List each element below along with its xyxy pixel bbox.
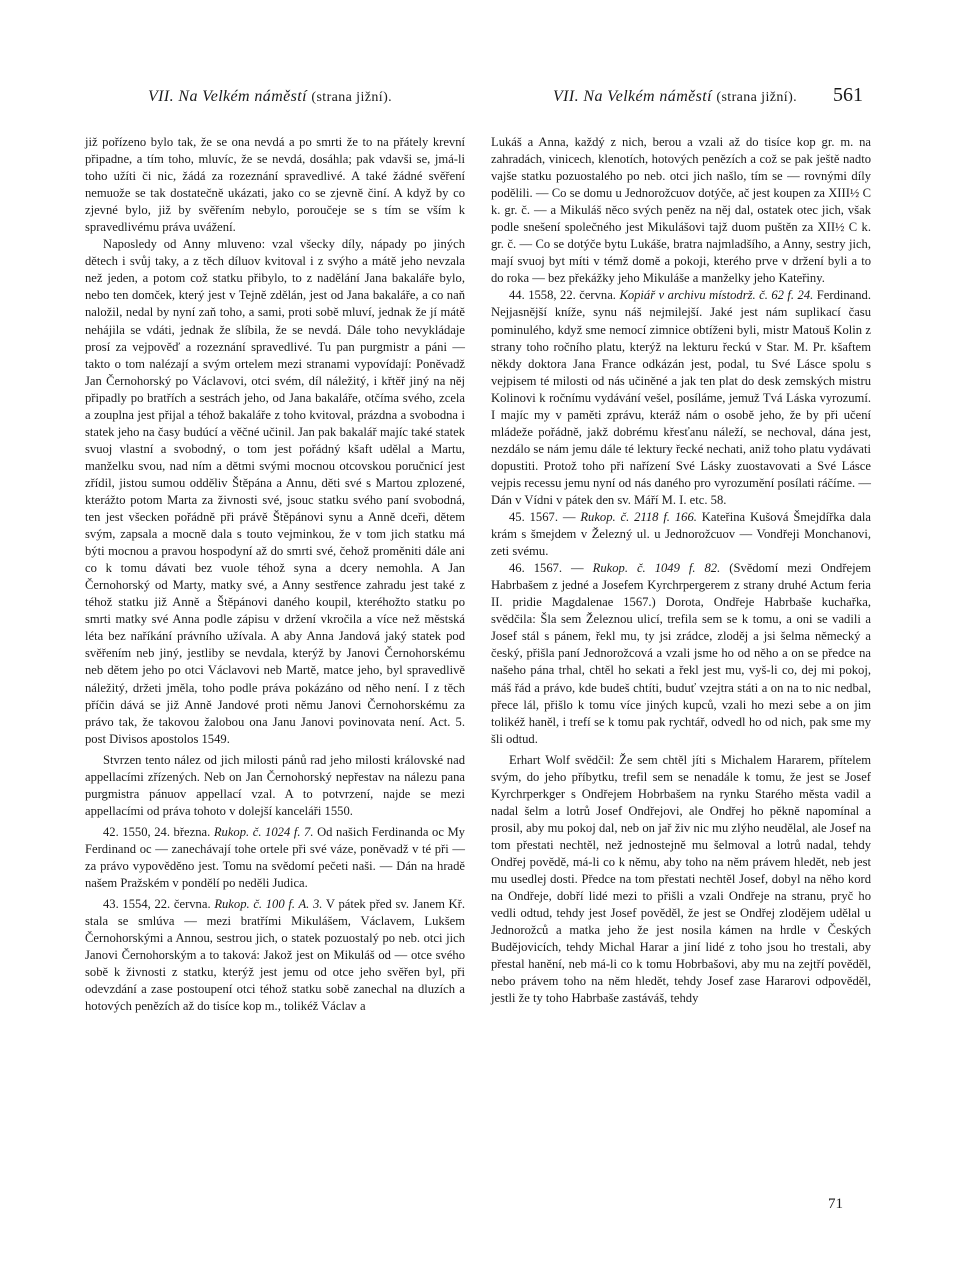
entry-number-date: 46. 1567. — — [509, 561, 584, 576]
entry-text: Kateřina Kušová Šmejdířka dala krám s šmejdem v Železný ul. u Jednorožcuov — Vondřeji Monchanovi, zeti svému. — [491, 510, 872, 559]
header-right-suffix: (strana jižní). — [716, 90, 798, 105]
entry-number-date: 43. 1554, 22. června. — [103, 897, 211, 912]
running-header-right — [553, 88, 797, 106]
header-left-title: VII. Na Velkém náměstí — [148, 88, 307, 105]
document-entry — [491, 560, 871, 748]
entry-text: Ferdinand. Nejjasnější kníže, synu náš nejmilejší. Jaké jest nám suplikací času pominulého, když sme nemocí zimnice obtíženi byli, mistr Matouš Kolin z strany toho ročního platu, kterýž na lekturu řeckú v Star. M. Pr. kšaftem někdy doktora Jana France odkázán jest, podal, tu Své Lásce spolu s vejpisem té milosti od nás učiněné a jak ten plat do desk zemských mistru Kolinovi k ročnímu vydávání vešel, posíláme, jemuž Tvá Láska vyrozumí. I majíc my v paměti zprávu, kteráž nám o osobě jeho, že by při učení mládeže pořádně, jakž dobrému křesťanu náleží, se nechoval, dána jest, nezdálo se nám jemu dále té lektury řecké nechati, aniž toho platu vydávati dopustiti. Protož toho při nařízení Své Lásky zuostavovati a Své Lásce vejpis recessu jemu nyní od nás daného pro vyrozumění posílati ráčíme. — Dán v Vídni v pátek den sv. Máří M. I. etc. 58. — [491, 288, 871, 507]
document-entry — [85, 824, 465, 892]
document-entry — [491, 509, 871, 560]
paragraph: Lukáš a Anna, každý z nich, berou a vzali až do tisíce kop gr. m. na zahradách, vinicech, klenotích, hotových penězích a což se pak ještě nadto vajše statku pozuostalého po neb. otci jich našlo, tím se — rovnými díly podělili. — Co se domu u Jednorožcuov dotýče, ač jest koupen za XIII½ C k. gr. č. — a Mikuláš něco svých peněz na něj dal, ostatek otec jich, však podle snešení společného jest Mikulášovi tajž duom puštěn za XII½ C k. gr. č. — Co se dotýče bytu Lukáše, bratra najmladšího, a Anny, sestry jich, mají svuoj byt míti v témž domě a pokoji, kterého prve v držení byli a to do roka — bez překážky jeho Mikuláše a manželky jeho Kateřiny. — [491, 135, 871, 286]
printer-signature: 71 — [828, 1196, 843, 1212]
paragraph: Naposledy od Anny mluveno: vzal všecky díly, nápady po jiných dětech i svůj taky, a z těch díluov kvitoval i z svýho a mátě jeho nevzala než jeden, a potom což statku přibylo, to z nadělání Jana bakaláře bylo, nebo ten domček, který jest v Tejně zdělán, jest od Jana bakaláře, a co naň naložil, nedal by nyní zaň toho, a sami, proti sobě mluví, jednak že jí mátě nehájila se vdáti, jednak že slíbila, že se nevdá. Dále toho nevykládaje prosí za vejpověď a rozeznání spravedlivé. Tu pan purgmistr a páni — takto o tom nalézají a svým ortelem mezi stranami vypovídají: Poněvadž Jan Černohorský po Václavovi, otci svém, díl náležitý, i křtěř jiný na něj připadly po bratřích a sestrách jeho, od Jana bakaláře, otčíma svého, zcela a zouplna jest přijal a téhož bakaláře z toho kvitoval, prázdna a svobodna i statek jeho na časy budúcí a věčné učinil. Jan pak bakalář majíc také statek svuoj vlastní a svobodný, o tom jest pořádný kšaft udělal a Martu, manželku svou, nad ním a dětmi svými mocnou otcovskou poručnicí jest zřídil, jistou sumou odděliv Štěpána a Annu, děti své s Martou zplozené, kterážto potom Marta za živnosti své, jsouc statku svého paní svobodná, ten jest všecken pořádně při právě Štěpánovi synu a Anně dceři, dětem svým, zapsala a mocně dala s touto vejminkou, že v tom jich statku má býti mocnou a pravou hospodyní až do smrti své, čehož proměniti dále ani co k tomu dávati bez vuole téhož syna a dcery nemohla. A Jan Černohorský od Marty, matky své, a Anny sestřence zahradu jest také z téhož statku již Anně a Štěpánovi daného koupil, kteréhožto statku po smrti matky své Anna podle zápisu v držení vkročila a více než městská léta bez naříkání právního užívala. A aby Anna Jandová jaký statek pod svěřením neb jiný, jestliby se nevdala, kterýž by Janovi Černohorskému neb dětem jeho po otci Václavovi neb Martě, matce jeho, byl spravedlivě náležitý, držeti jměla, toho podle práva pokázáno od něho není. I z těch příčin dává se již Anně Jandové proti němu Janovi Černohorskému za právo tak, že takovou žalobou ona Janu Janovi povinovata není. Act. 5. post Divisos apostolos 1549. — [85, 237, 465, 746]
entry-source: Rukop. č. 1024 f. 7. — [213, 824, 314, 839]
header-right-title: VII. Na Velkém náměstí — [553, 88, 712, 105]
entry-number-date: 42. 1550, 24. března. — [103, 824, 211, 839]
entry-number-date: 44. 1558, 22. června. — [509, 288, 616, 303]
paragraph: Erhart Wolf svědčil: Že sem chtěl jíti s Michalem Hararem, přítelem svým, do jeho příbytku, trefil sem se nenadále k tomu, že jest se Josef Kyrchrperkger s Ondřejem Hobrbašem na rynku Starého města vadil a nadal šelm a lotrů Josef Ondřejovi, ale Ondřej ho pěkně napomínal a prosil, aby mu pokoj dal, neb on jař živ nic mu zlýho neudělal, ale Josef na tom přestati nechtěl, než jednostejně mu šelmoval a lotrů nadal, tehdy Ondřej povědě, má-li co k němu, aby toho na něm právem hledět, neb jest mu usedlej dosti. Předce na tom přestati nechtěl Josef, dobyl na něho kord na Ondřeje, dobří lidé mezi to přišli a vzali Ondřeje na stranu, pryč ho vedli odtud, tehdy jest Josef pověděl, že jest se Ondřej zlodějem udělal u Jednorožců a matka jeho že jest nosila kámen na hrdle v Českých Budějovicích, tehdy Michal Harar a jiní lidé z toho jsou ho trestali, aby přestal hanění, neb má-li co k tomu Hobrbašovi, aby mu na zejtří pověděl, nebo právem toho na něm hledět, tehdy Josef zase Hararovi odpověděl, jestli že ty toho Habrbaše zastáváš, tehdy — [491, 752, 871, 1006]
entry-source: Kopiář v archivu místodrž. č. 62 f. 24. — [619, 288, 814, 303]
paragraph: již pořízeno bylo tak, že se ona nevdá a po smrti že to na přátely krevní připadne, a tím toho, mluvíc, že se nevdá, dosáhla; pak vdavši se, jmá-li toho užíti či nic, žádá za rozeznání spravedlivé. A také žádné svěření nemuože se tak dostatečně ukázati, jako co se zjevně činí. A když by co zjevné bylo, již by svěřením nebylo, poroučeje se s tím se vším k spravedlivému práva uvážení. — [85, 135, 465, 235]
running-header-left — [148, 88, 392, 106]
header-left-suffix: (strana jižní). — [311, 90, 393, 105]
entry-source: Rukop. č. 100 f. A. 3. — [214, 897, 323, 912]
right-column — [491, 134, 871, 1007]
entry-text: Od našich Ferdinanda oc My Ferdinand oc — zanechávají tohe ortele při své váze, poněvadž v té při — za právo vypověděno jest. Tomu na svědomí pečeti naši. — Dán na hradě našem Pražském v pondělí po neděli Judica. — [85, 824, 465, 891]
entry-source: Rukop. č. 2118 f. 166. — [580, 510, 697, 525]
entry-number-date: 45. 1567. — — [509, 510, 576, 525]
page-number: 561 — [833, 84, 863, 106]
paragraph: Stvrzen tento nález od jich milosti pánů rad jeho milosti královské nad appellacími zřízených. Neb on Jan Černohorský nepřestav na nálezu pana purgmistra pánuov appellací vzal. A to potvrzení, najde se mezi appellacími od práva tohoto v dolejší kanceláři 1550. — [85, 752, 465, 818]
document-entry — [85, 896, 465, 1015]
entry-text: (Svědomí mezi Ondřejem Habrbašem z jedné a Josefem Kyrchrpergerem z strany druhé Actum feria II. pridie Magdalenae 1567.) Dorota, Ondřeje Habrbaše kuchařka, svědčila: Šla sem Železnou ulicí, trefila sem se k tomu, a oni se vadili a Josef stál s pánem, řekl mu, ty jsi zrádce, zloděj a jsi šelma německý a český, přišla paní Jednorožcová a vzali jsme ho od něho a on se předce na našeho pána trhal, chtěl ho sekati a řekl jest mu, vyš-li co, dej mi pokoj, máš řád a právo, kde budeš chtíti, buduť vzejtra státi a on na to nic nedbal, přece lál, přišlo k tomu více jiných kupců, vzali ho mezi sebe a on jim tolikéž haněl, i trefí se k tomu pak rychtář, odvedl ho od nich, pak sme my šli odtud. — [491, 561, 872, 746]
entry-source: Rukop. č. 1049 f. 82. — [592, 561, 721, 576]
document-entry — [491, 287, 871, 509]
left-column — [85, 134, 465, 1015]
entry-text: V pátek před sv. Janem Kř. stala se smlúva — mezi bratřími Mikulášem, Václavem, Lukšem Černohorskými a Annou, sestrou jich, o statek pozuostalý po neb. otci jich Janovi Černohorským a to taková: Jakož jest on Mikuláš od — otce svého sobě k živnosti z statku, kterýž jest jemu od otce jeho svěřen byl, při odevzdání a zase postoupení otci téhož statku sobě zanechal na dluzích a hotových penězích až do tisíce kop m., tolikéž Václav a — [85, 897, 465, 1014]
